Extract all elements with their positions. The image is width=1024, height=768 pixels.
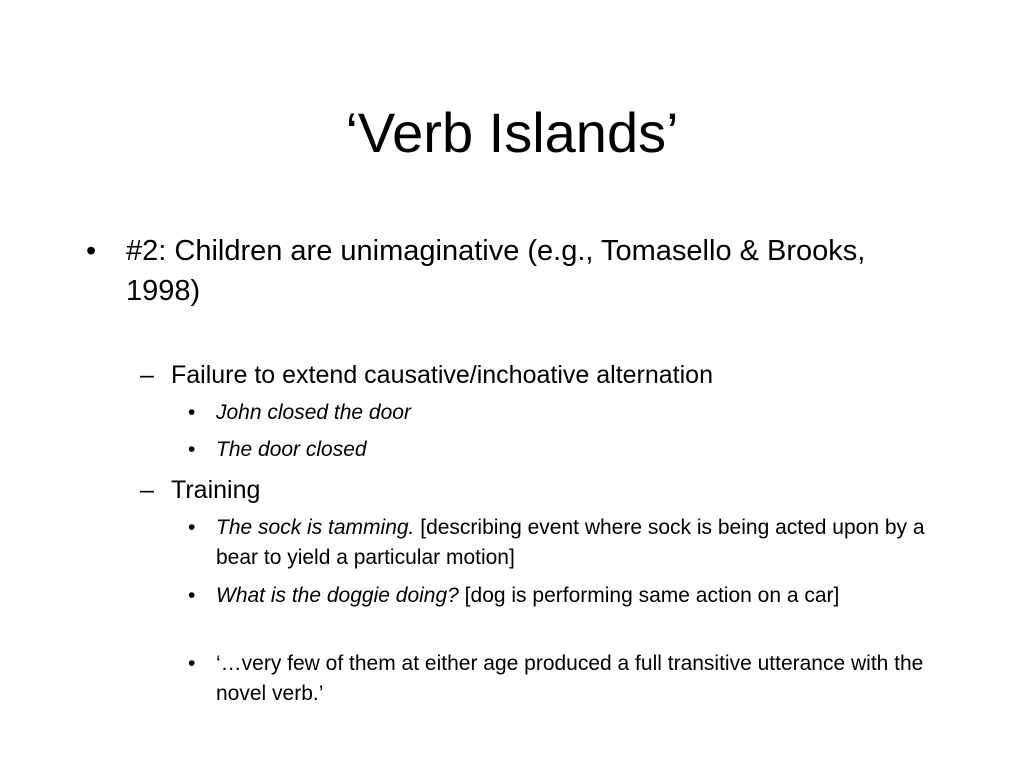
bullet-marker: • [188, 652, 196, 675]
training-item [188, 513, 932, 573]
example-text: The door closed [216, 438, 367, 461]
sub-point-training [140, 474, 920, 506]
training-item-text [216, 513, 932, 573]
main-bullet-point [86, 231, 916, 311]
main-bullet-text: #2: Children are unimaginative (e.g., Tomasello & Brooks, 1998) [126, 235, 866, 307]
bullet-marker: • [188, 584, 196, 607]
training-item-text [216, 649, 932, 709]
training-item-italic: What is the doggie doing? [216, 584, 459, 607]
dash-marker: – [140, 476, 154, 504]
sub-point-training-text: Training [171, 476, 261, 504]
dash-marker: – [140, 361, 154, 389]
training-item-plain: ‘…very few of them at either age produced a full transitive utterance with the novel verb.’ [216, 652, 924, 705]
bullet-marker: • [188, 438, 196, 461]
training-item [188, 649, 932, 709]
bullet-marker: • [188, 516, 196, 539]
training-item-plain: [describing event where sock is being acted upon by a bear to yield a particular motion] [216, 516, 925, 569]
sub-point-failure [140, 359, 920, 391]
training-item-italic: The sock is tamming. [216, 516, 415, 539]
training-item-text [216, 581, 932, 611]
slide-title: ‘Verb Islands’ [345, 101, 679, 164]
example-item [188, 435, 932, 465]
example-text: John closed the door [216, 401, 411, 424]
example-item [188, 398, 932, 428]
sub-point-failure-text: Failure to extend causative/inchoative alternation [171, 361, 713, 389]
training-item-plain: [dog is performing same action on a car] [458, 584, 840, 607]
bullet-marker: • [86, 235, 97, 267]
training-item [188, 581, 932, 611]
bullet-marker: • [188, 401, 196, 424]
